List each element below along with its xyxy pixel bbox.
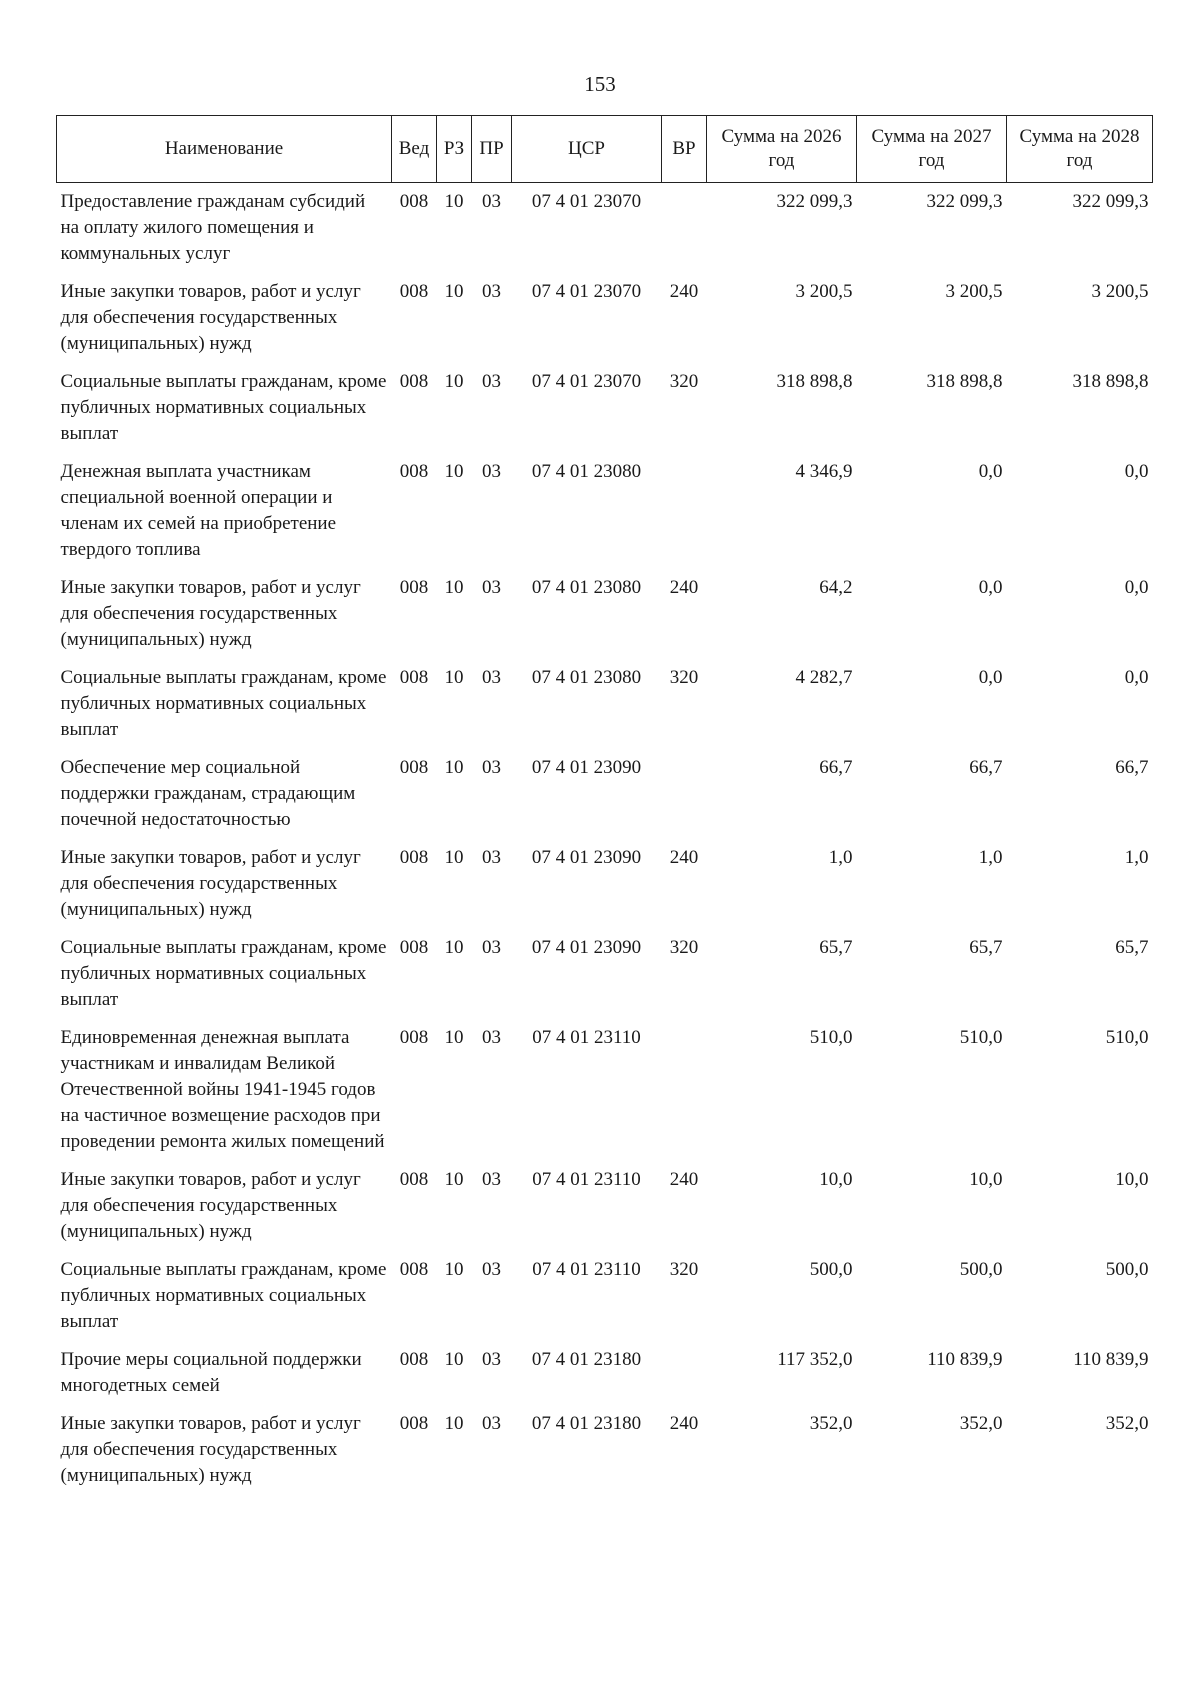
cell-name: Обеспечение мер социальной поддержки гражданам, страдающим почечной недостаточностью	[60, 757, 356, 830]
table-row	[57, 839, 1153, 929]
cell-sum-2026: 352,0	[809, 1413, 853, 1434]
cell-sum-2027: 66,7	[969, 757, 1003, 778]
cell-sum-2028: 500,0	[1105, 1259, 1149, 1280]
cell-sum-2026: 510,0	[809, 1027, 853, 1048]
table-row	[57, 1161, 1153, 1251]
header-name: Наименование	[57, 116, 392, 183]
cell-sum-2027: 510,0	[959, 1027, 1003, 1048]
cell-pr: 03	[482, 371, 501, 392]
cell-name: Денежная выплата участникам специальной военной операции и членам их семей на приобретение твердого топлива	[60, 461, 337, 560]
table-row	[57, 659, 1153, 749]
cell-sum-2028: 110 839,9	[1073, 1349, 1149, 1370]
cell-sum-2026: 65,7	[819, 937, 853, 958]
cell-pr: 03	[482, 847, 501, 868]
cell-vr: 240	[669, 847, 699, 868]
cell-pr: 03	[482, 937, 501, 958]
cell-sum-2026: 4 282,7	[795, 667, 853, 688]
cell-sum-2026: 1,0	[828, 847, 853, 868]
cell-rz: 10	[444, 461, 464, 482]
cell-pr: 03	[482, 1413, 501, 1434]
cell-vr: 240	[669, 1413, 699, 1434]
cell-name: Социальные выплаты гражданам, кроме публичных нормативных социальных выплат	[60, 937, 387, 1010]
cell-sum-2027: 500,0	[959, 1259, 1003, 1280]
header-sum-2026: Сумма на 2026 год	[707, 116, 857, 183]
cell-sum-2026: 117 352,0	[777, 1349, 853, 1370]
cell-pr: 03	[482, 461, 501, 482]
cell-name: Иные закупки товаров, работ и услуг для обеспечения государственных (муниципальных) нужд	[60, 577, 361, 650]
cell-sum-2026: 322 099,3	[776, 191, 853, 212]
cell-pr: 03	[482, 191, 501, 212]
cell-csr: 07 4 01 23110	[532, 1027, 641, 1048]
cell-pr: 03	[482, 667, 501, 688]
cell-csr: 07 4 01 23080	[531, 577, 642, 598]
cell-csr: 07 4 01 23080	[531, 667, 642, 688]
cell-sum-2026: 500,0	[809, 1259, 853, 1280]
cell-sum-2028: 352,0	[1105, 1413, 1149, 1434]
cell-csr: 07 4 01 23090	[531, 847, 642, 868]
cell-sum-2026: 3 200,5	[795, 281, 853, 302]
table-row	[57, 1019, 1153, 1161]
cell-rz: 10	[444, 371, 464, 392]
cell-vr: 240	[669, 1169, 699, 1190]
cell-vr	[662, 453, 707, 569]
cell-csr: 07 4 01 23070	[531, 281, 642, 302]
cell-csr: 07 4 01 23080	[531, 461, 642, 482]
cell-vr: 240	[669, 281, 699, 302]
cell-rz: 10	[444, 191, 464, 212]
cell-sum-2028: 322 099,3	[1072, 191, 1149, 212]
table-row	[57, 1341, 1153, 1405]
table-row	[57, 1405, 1153, 1495]
cell-vr	[662, 183, 707, 274]
header-rz: РЗ	[437, 116, 472, 183]
cell-rz: 10	[444, 1027, 464, 1048]
table-row	[57, 749, 1153, 839]
cell-sum-2028: 65,7	[1115, 937, 1149, 958]
cell-sum-2028: 10,0	[1115, 1169, 1149, 1190]
cell-rz: 10	[444, 847, 464, 868]
header-ved: Вед	[392, 116, 437, 183]
cell-name: Единовременная денежная выплата участникам и инвалидам Великой Отечественной войны 1941-1945 годов на частичное возмещение расходов при проведении ремонта жилых помещений	[60, 1027, 385, 1152]
cell-vr	[662, 749, 707, 839]
cell-sum-2027: 110 839,9	[927, 1349, 1003, 1370]
cell-rz: 10	[444, 1349, 464, 1370]
cell-csr: 07 4 01 23180	[531, 1349, 642, 1370]
cell-pr: 03	[482, 1259, 501, 1280]
cell-pr: 03	[482, 281, 501, 302]
cell-ved: 008	[399, 1259, 429, 1280]
cell-sum-2028: 0,0	[1124, 667, 1149, 688]
table-row	[57, 363, 1153, 453]
cell-sum-2027: 0,0	[978, 461, 1003, 482]
cell-vr: 240	[669, 577, 699, 598]
cell-sum-2026: 4 346,9	[795, 461, 853, 482]
cell-rz: 10	[444, 667, 464, 688]
cell-pr: 03	[482, 1027, 501, 1048]
cell-ved: 008	[399, 1413, 429, 1434]
cell-sum-2027: 3 200,5	[945, 281, 1003, 302]
cell-rz: 10	[444, 757, 464, 778]
table-row	[57, 569, 1153, 659]
cell-rz: 10	[444, 937, 464, 958]
cell-name: Социальные выплаты гражданам, кроме публичных нормативных социальных выплат	[60, 1259, 387, 1332]
cell-ved: 008	[399, 1169, 429, 1190]
cell-sum-2028: 66,7	[1115, 757, 1149, 778]
cell-ved: 008	[399, 757, 429, 778]
cell-name: Прочие меры социальной поддержки многодетных семей	[60, 1349, 362, 1396]
cell-csr: 07 4 01 23090	[531, 937, 642, 958]
cell-vr: 320	[669, 667, 699, 688]
cell-ved: 008	[399, 281, 429, 302]
cell-rz: 10	[444, 1259, 464, 1280]
cell-ved: 008	[399, 847, 429, 868]
page-number: 153	[584, 72, 616, 96]
cell-sum-2027: 318 898,8	[926, 371, 1003, 392]
cell-sum-2027: 322 099,3	[926, 191, 1003, 212]
header-pr: ПР	[472, 116, 512, 183]
table-row	[57, 273, 1153, 363]
cell-rz: 10	[444, 1169, 464, 1190]
table-row	[57, 453, 1153, 569]
cell-vr	[662, 1341, 707, 1405]
cell-sum-2028: 318 898,8	[1072, 371, 1149, 392]
cell-ved: 008	[399, 371, 429, 392]
header-sum-2027: Сумма на 2027 год	[857, 116, 1007, 183]
cell-name: Иные закупки товаров, работ и услуг для обеспечения государственных (муниципальных) нужд	[60, 847, 361, 920]
cell-csr: 07 4 01 23090	[531, 757, 642, 778]
cell-name: Иные закупки товаров, работ и услуг для обеспечения государственных (муниципальных) нужд	[60, 281, 361, 354]
header-csr: ЦСР	[512, 116, 662, 183]
header-sum-2028: Сумма на 2028 год	[1007, 116, 1153, 183]
cell-sum-2028: 1,0	[1124, 847, 1149, 868]
cell-vr	[662, 1019, 707, 1161]
cell-sum-2028: 0,0	[1124, 577, 1149, 598]
cell-ved: 008	[399, 1349, 429, 1370]
cell-vr: 320	[669, 937, 699, 958]
table-row	[57, 1251, 1153, 1341]
cell-vr: 320	[669, 371, 699, 392]
cell-ved: 008	[399, 461, 429, 482]
cell-sum-2027: 65,7	[969, 937, 1003, 958]
cell-csr: 07 4 01 23070	[531, 191, 642, 212]
cell-name: Предоставление гражданам субсидий на оплату жилого помещения и коммунальных услуг	[60, 191, 366, 264]
cell-pr: 03	[482, 1169, 501, 1190]
cell-name: Иные закупки товаров, работ и услуг для обеспечения государственных (муниципальных) нужд	[60, 1413, 361, 1486]
cell-sum-2028: 510,0	[1105, 1027, 1149, 1048]
cell-name: Иные закупки товаров, работ и услуг для обеспечения государственных (муниципальных) нужд	[60, 1169, 361, 1242]
table-header-row	[57, 116, 1153, 183]
cell-sum-2028: 3 200,5	[1091, 281, 1149, 302]
cell-csr: 07 4 01 23110	[532, 1169, 641, 1190]
cell-sum-2026: 10,0	[819, 1169, 853, 1190]
cell-name: Социальные выплаты гражданам, кроме публичных нормативных социальных выплат	[60, 371, 387, 444]
table-row	[57, 183, 1153, 274]
cell-ved: 008	[399, 667, 429, 688]
cell-sum-2026: 318 898,8	[776, 371, 853, 392]
cell-vr: 320	[669, 1259, 699, 1280]
cell-rz: 10	[444, 281, 464, 302]
cell-sum-2027: 1,0	[978, 847, 1003, 868]
cell-sum-2026: 64,2	[819, 577, 853, 598]
cell-sum-2027: 10,0	[969, 1169, 1003, 1190]
cell-csr: 07 4 01 23180	[531, 1413, 642, 1434]
cell-pr: 03	[482, 1349, 501, 1370]
header-vr: ВР	[662, 116, 707, 183]
cell-rz: 10	[444, 1413, 464, 1434]
table-row	[57, 929, 1153, 1019]
cell-ved: 008	[399, 1027, 429, 1048]
cell-name: Социальные выплаты гражданам, кроме публичных нормативных социальных выплат	[60, 667, 387, 740]
cell-sum-2027: 352,0	[959, 1413, 1003, 1434]
cell-rz: 10	[444, 577, 464, 598]
cell-pr: 03	[482, 757, 501, 778]
cell-csr: 07 4 01 23110	[532, 1259, 641, 1280]
cell-sum-2026: 66,7	[819, 757, 853, 778]
cell-ved: 008	[399, 937, 429, 958]
cell-sum-2027: 0,0	[978, 577, 1003, 598]
table-body	[57, 183, 1153, 1496]
cell-sum-2028: 0,0	[1124, 461, 1149, 482]
cell-csr: 07 4 01 23070	[531, 371, 642, 392]
budget-table	[56, 115, 1153, 1495]
cell-ved: 008	[399, 191, 429, 212]
cell-ved: 008	[399, 577, 429, 598]
cell-pr: 03	[482, 577, 501, 598]
cell-sum-2027: 0,0	[978, 667, 1003, 688]
